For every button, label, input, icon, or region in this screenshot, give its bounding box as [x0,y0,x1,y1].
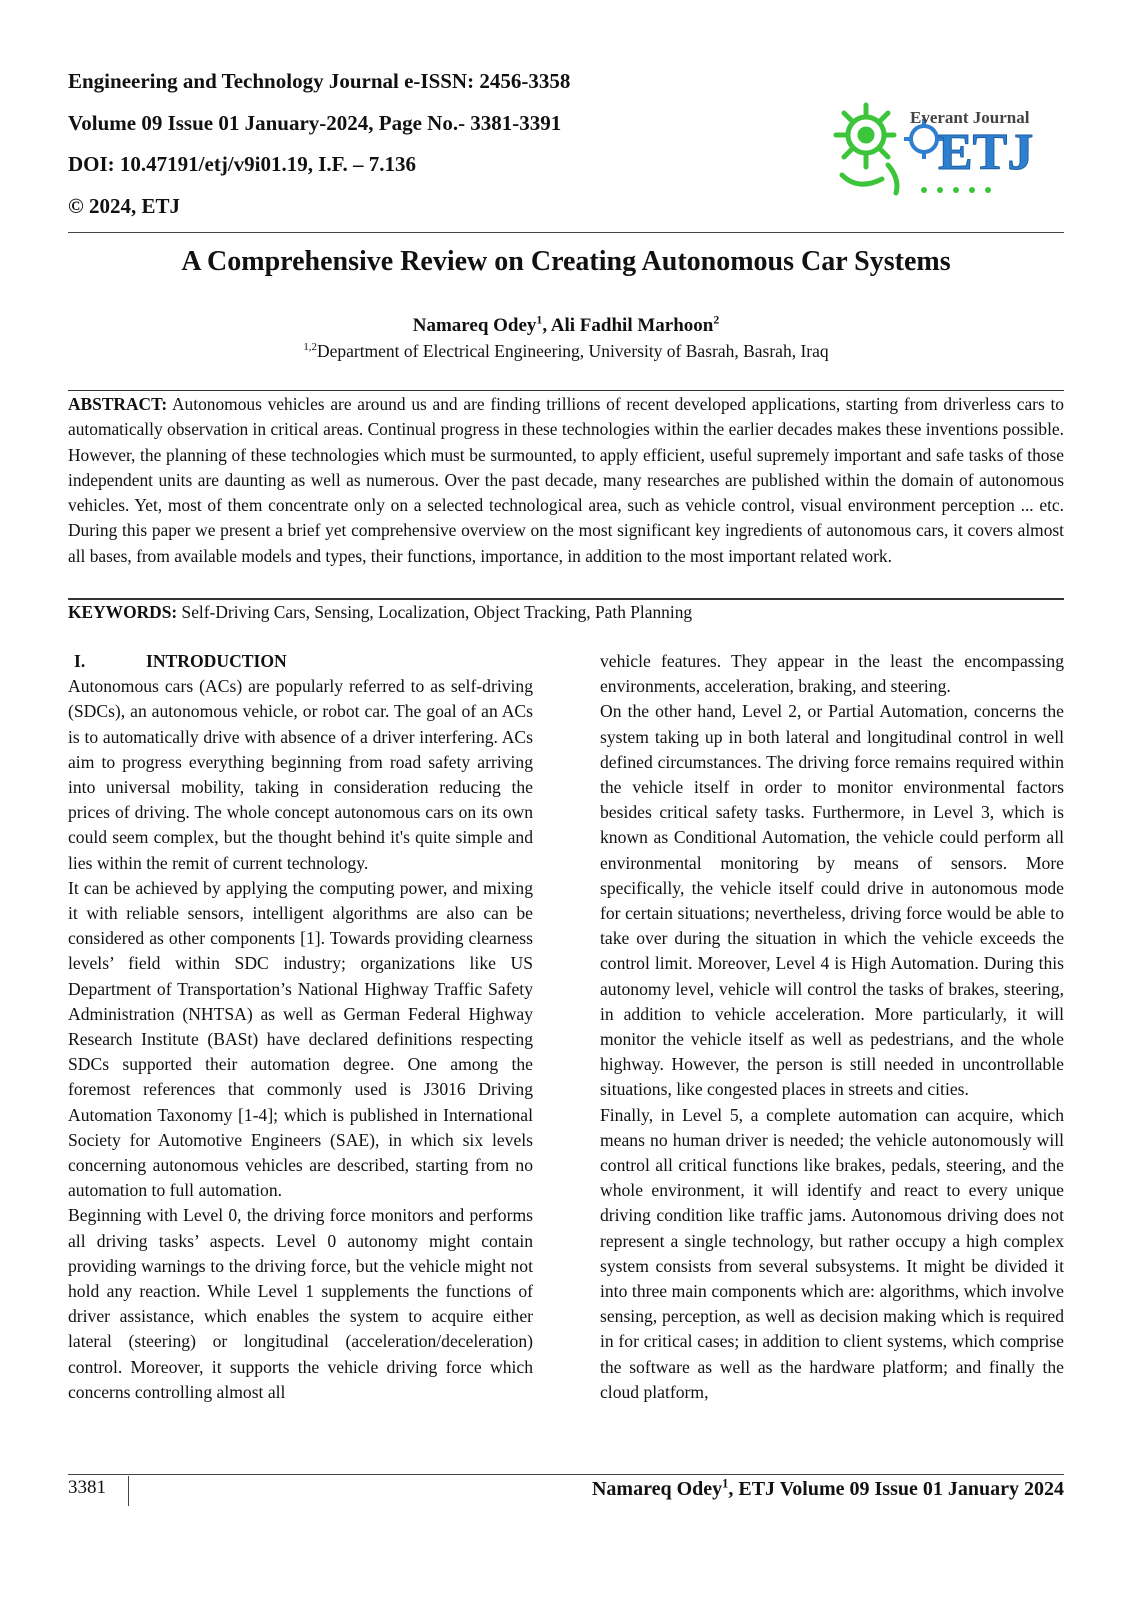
section-number: I. [74,651,86,671]
section-heading [68,649,533,674]
author-affiliation-mark: 2 [713,313,720,327]
body-paragraph: Autonomous cars (ACs) are popularly referred to as self-driving (SDCs), an autonomous vehicle, or robot car. The goal of an ACs is to automatically drive with absence of a driver interfering. ACs aim to progress everything beginning from road safety arriving into universal mobility, taking in consideration reducing the prices of driving. The whole concept autonomous cars on its own could seem complex, but the thought behind it's quite simple and lies within the remit of current technology. [68,676,533,873]
header-divider [68,232,1064,233]
journal-volume-line: Volume 09 Issue 01 January-2024, Page No.- 3381-3391 [68,110,562,135]
keywords [68,600,1064,625]
affiliation [68,340,1064,362]
author-list [68,314,1064,338]
abstract-label: ABSTRACT: [68,394,168,414]
body-column-left [68,649,533,1405]
keywords-label: KEYWORDS: [68,602,178,622]
body-column-right [600,649,1064,1405]
abstract-top-rule [68,390,1064,391]
body-paragraph: On the other hand, Level 2, or Partial Automation, concerns the system taking up in both lateral and longitudinal control in well defined circumstances. The driving force remains required within the vehicle itself in order to monitor environmental factors besides critical safety tasks. Furthermore, in Level 3, which is known as Conditional Automation, the vehicle could perform all environmental monitoring by means of sensors. More specifically, the vehicle itself could drive in autonomous mode for certain situations; nevertheless, driving force would be able to take over during the situation in which the vehicle exceeds the control limit. Moreover, Level 4 is High Automation. During this autonomy level, vehicle will control the tasks of brakes, steering, in addition to vehicle acceleration. More particularly, it will monitor the vehicle itself as well as pedestrians, and the whole highway. However, the person is still needed in uncontrollable situations, like congested places in streets and cities. [600,701,1064,1100]
footer-journal: , ETJ Volume 09 Issue 01 January 2024 [728,1478,1064,1500]
logo-gear-icon [836,105,897,193]
journal-header [68,64,668,230]
affiliation-mark: 1,2 [303,341,317,354]
logo-top-text: Everant Journal [910,108,1030,127]
journal-doi-line: DOI: 10.47191/etj/v9i01.19, I.F. – 7.136 [68,152,417,176]
body-paragraph: It can be achieved by applying the computing power, and mixing it with reliable sensors, intelligent algorithms are also can be considered as other components [1]. Towards providing clearness levels’ field within SDC industry; organizations like US Department of Transportation’s National Highway Traffic Safety Administration (NHTSA) as well as German Federal Highway Research Institute (BASt) have declared definitions respecting SDCs supported their automation degree. One among the foremost references that commonly used is J3016 Driving Automation Taxonomy [1-4]; which is published in International Society for Automotive Engineers (SAE), in which six levels concerning autonomous vehicles are described, starting from no automation to full automation. [68,877,533,1201]
author-separator: , [542,315,551,336]
page-number: 3381 [68,1477,106,1498]
footer-citation [592,1477,1064,1501]
abstract-text: Autonomous vehicles are around us and are finding trillions of recent developed applications, starting from driverless cars to automatically observation in critical areas. Continual progress in these technologies within the earlier decades makes these inventions possible. However, the planning of these technologies which must be surmounted, to apply efficient, useful supremely important and safe tasks of those independent units are daunting as well as numerous. Over the past decade, many researches are published within the domain of autonomous vehicles. Yet, most of them concentrate only on a selected technological area, such as vehicle control, visual environment perception ... etc. During this paper we present a brief yet comprehensive overview on the most significant key ingredients of autonomous cars, it covers almost all bases, from available models and types, their functions, importance, in addition to the most important related work. [68,394,1064,566]
author-affiliation-mark: 1 [536,313,543,327]
body-paragraph: vehicle features. They appear in the least the encompassing environments, acceleration, braking, and steering. [600,651,1064,697]
section-title: INTRODUCTION [146,651,287,671]
journal-copyright-line: © 2024, ETJ [68,193,180,218]
footer-rule [68,1474,1064,1475]
footer-separator [128,1476,129,1506]
affiliation-text: Department of Electrical Engineering, University of Basrah, Basrah, Iraq [316,341,829,361]
etj-logo [828,95,1043,200]
keywords-text: Self-Driving Cars, Sensing, Localization, Object Tracking, Path Planning [177,602,693,622]
footer-author-mark: 1 [722,1476,729,1491]
paper-title: A Comprehensive Review on Creating Autonomous Car Systems [181,246,951,277]
footer-author: Namareq Odey [591,1478,723,1500]
body-paragraph: Beginning with Level 0, the driving force monitors and performs all driving tasks’ aspects. Level 0 autonomy might contain providing warnings to the driving force, but the vehicle might not hold any reaction. While Level 1 supplements the functions of driver assistance, which enables the system to acquire either lateral (steering) or longitudinal (acceleration/deceleration) control. Moreover, it supports the vehicle driving force which concerns controlling almost all [68,1205,533,1402]
journal-issn-line: Engineering and Technology Journal e-ISSN: 2456-3358 [68,69,571,93]
logo-main-text: ETJ [938,124,1034,181]
author-name: Ali Fadhil Marhoon [550,315,714,336]
author-name: Namareq Odey [412,315,537,336]
logo-dots-icon [921,187,991,193]
body-paragraph: Finally, in Level 5, a complete automation can acquire, which means no human driver is needed; the vehicle autonomously will control all critical functions like brakes, pedals, steering, and the whole environment, it will identify and react to every unique driving condition like traffic jams. Autonomous driving does not represent a single technology, but rather occupy a high complex system consists from several subsystems. It might be divided it into three main components which are: algorithms, which involve sensing, perception, as well as decision making which is required in for critical cases; in addition to client systems, which comprise the software as well as the hardware platform; and finally the cloud platform, [600,1104,1064,1402]
abstract [68,392,1064,569]
